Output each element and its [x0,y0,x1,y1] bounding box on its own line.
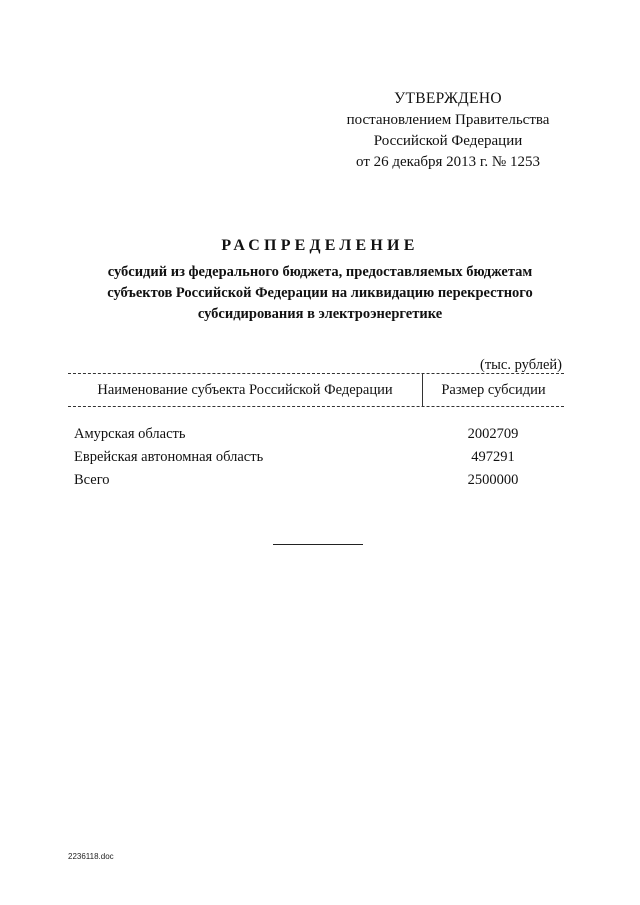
row-subsidy-amount: 2002709 [467,426,519,442]
table-unit-note: (тыс. рублей) [480,357,562,373]
table-row [68,423,564,446]
approval-line-1: постановлением Правительства [346,112,550,128]
row-total-amount: 2500000 [467,472,519,488]
document-subtitle [80,262,560,325]
approval-block [330,88,566,173]
subsidy-table [68,373,564,492]
document-title: РАСПРЕДЕЛЕНИЕ [221,237,419,254]
header-subsidy-amount: Размер субсидии [441,382,546,398]
header-region-name: Наименование субъекта Российской Федерации [68,374,423,406]
approval-line-3: от 26 декабря 2013 г. № 1253 [356,154,540,170]
table-row [68,446,564,469]
subtitle-line-3: субсидирования в электроэнергетике [197,306,443,322]
row-region-name: Еврейская автономная область [74,449,264,465]
subtitle-line-2: субъектов Российской Федерации на ликвидацию перекрестного [107,285,533,301]
footer-file-name: 2236118.doc [68,852,114,861]
table-header [68,373,564,407]
table-body [68,423,564,492]
subtitle-line-1: субсидий из федерального бюджета, предоставляемых бюджетам [107,264,533,280]
approval-line-2: Российской Федерации [373,133,523,149]
end-separator-line [273,544,363,545]
table-row-total [68,469,564,492]
approval-stamp: УТВЕРЖДЕНО [394,90,502,107]
row-subsidy-amount: 497291 [471,449,515,465]
row-region-name: Амурская область [74,426,186,442]
row-total-label: Всего [74,472,110,488]
